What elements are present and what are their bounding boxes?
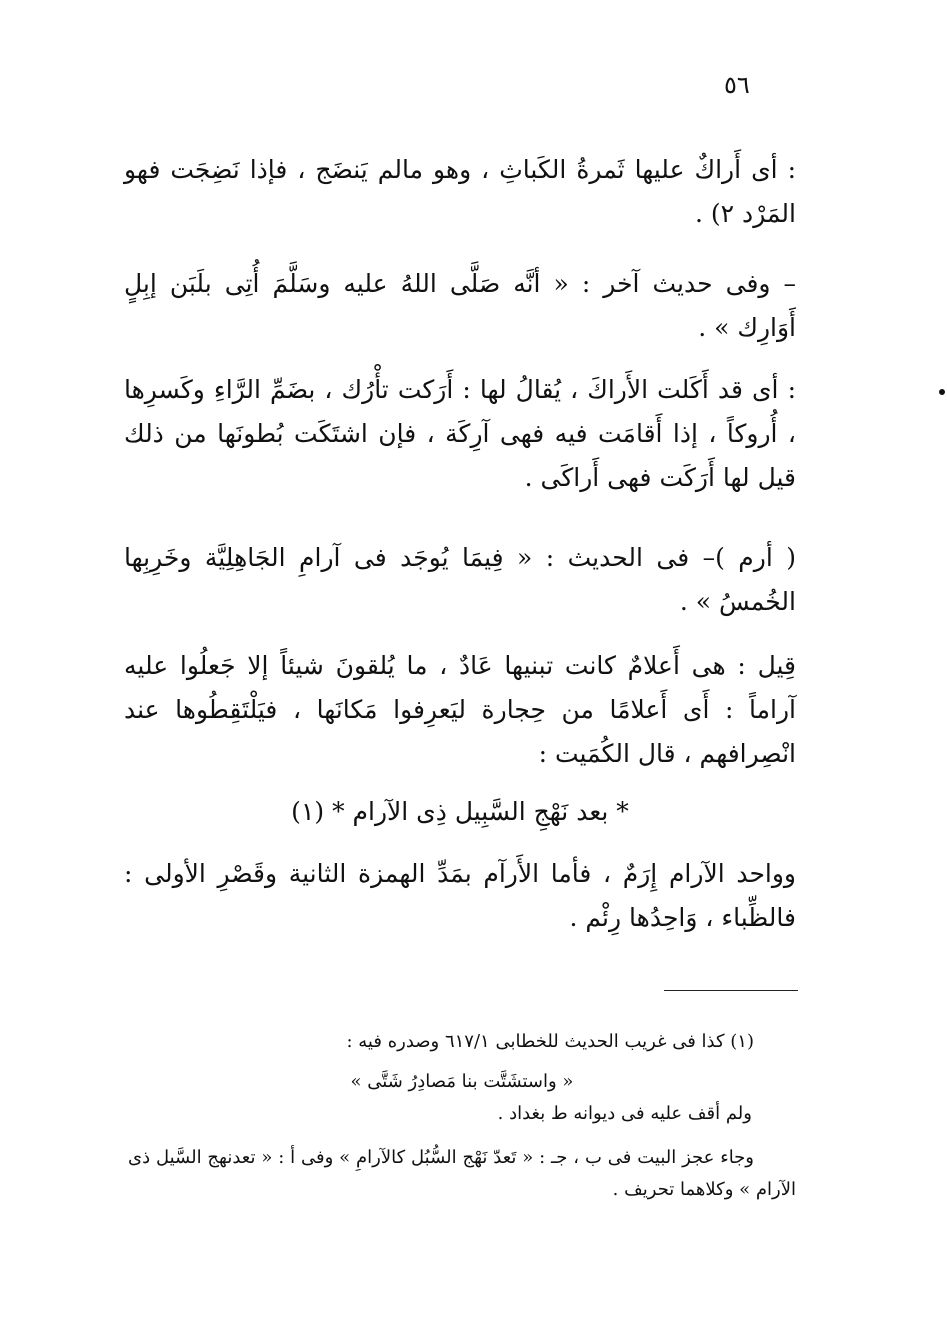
paragraph-plural-aram: [124, 852, 796, 940]
paragraph-text: وواحد الآرام إِرَمٌ ، فأما الأَرآم بمَدِّ الهمزة الثانية وقَصْرِ الأولى : فالظِّباء ، وَاحِدُها رِئْم .: [124, 859, 796, 932]
paragraph-entry-arm: [124, 536, 796, 624]
footnote-divider: [664, 990, 798, 991]
paragraph-text: : أى أَراكٌ عليها ثَمرةُ الكَباثِ ، وهو مالم يَنضَج ، فإذا نَضِجَت فهو المَرْد ٢) .: [124, 155, 796, 228]
paragraph-explanation-arakat: [124, 368, 796, 500]
poetry-verse: * بعد نَهْجِ السَّبِيل ذِى الآرام * (١): [291, 797, 629, 826]
paragraph-text: : أى قد أَكَلت الأَراكَ ، يُقالُ لها : أَرَكت تأْرُك ، بضَمِّ الرَّاءِ وكَسرِها ، أُروكاً ، إذا أَقامَت فيه فهى آرِكَة ، فإن اشتَكَت بُطونَها من ذلك قيل لها أَرَكَت فهى أَراكَى .: [124, 375, 796, 492]
paragraph-text: ( أرم )– فى الحديث : « فِيمَا يُوجَد فى آرامِ الجَاهِلِيَّة وخَرِبِها الخُمسُ » .: [124, 543, 796, 616]
page-number: ٥٦: [724, 71, 750, 99]
paragraph-text: – وفى حديث آخر : « أنَّه صَلَّى اللهُ عليه وسَلَّمَ أُتِى بلَبَن إبِلٍ أَوَارِك » .: [124, 269, 796, 342]
paragraph-hadith-awarik: [124, 262, 796, 350]
footnote-line: ولم أقف عليه فى ديوانه ط بغداد .: [497, 1103, 752, 1124]
paragraph-explanation-alam: [124, 644, 796, 776]
paragraph-definition-kabath: [124, 148, 796, 236]
footnote-line: (١) كذا فى غريب الحديث للخطابى ٦١٧/١ وصدره فيه :: [346, 1031, 754, 1052]
footnote-line: وجاء عجز البيت فى ب ، جـ : « تَعدّ نَهْج السُّبُل كالآرامِ » وفى أ : « تعدنهج السَّيل ذى الآرام » وكلاهما تحريف .: [128, 1147, 796, 1200]
margin-dot: [939, 389, 945, 395]
paragraph-text: قِيل : هى أَعلامٌ كانت تبنيها عَادٌ ، ما يُلقونَ شيئاً إلا جَعلُوا عليه آراماً : أَى أَعلامًا من حِجارة ليَعرِفوا مَكانَها ، فيَلْتَقِطُوها عند انْصِرافهم ، قال الكُمَيت :: [124, 651, 796, 768]
footnote-quote: « واستشَتَّت بنا مَصادِرُ شَتَّى »: [350, 1071, 574, 1092]
